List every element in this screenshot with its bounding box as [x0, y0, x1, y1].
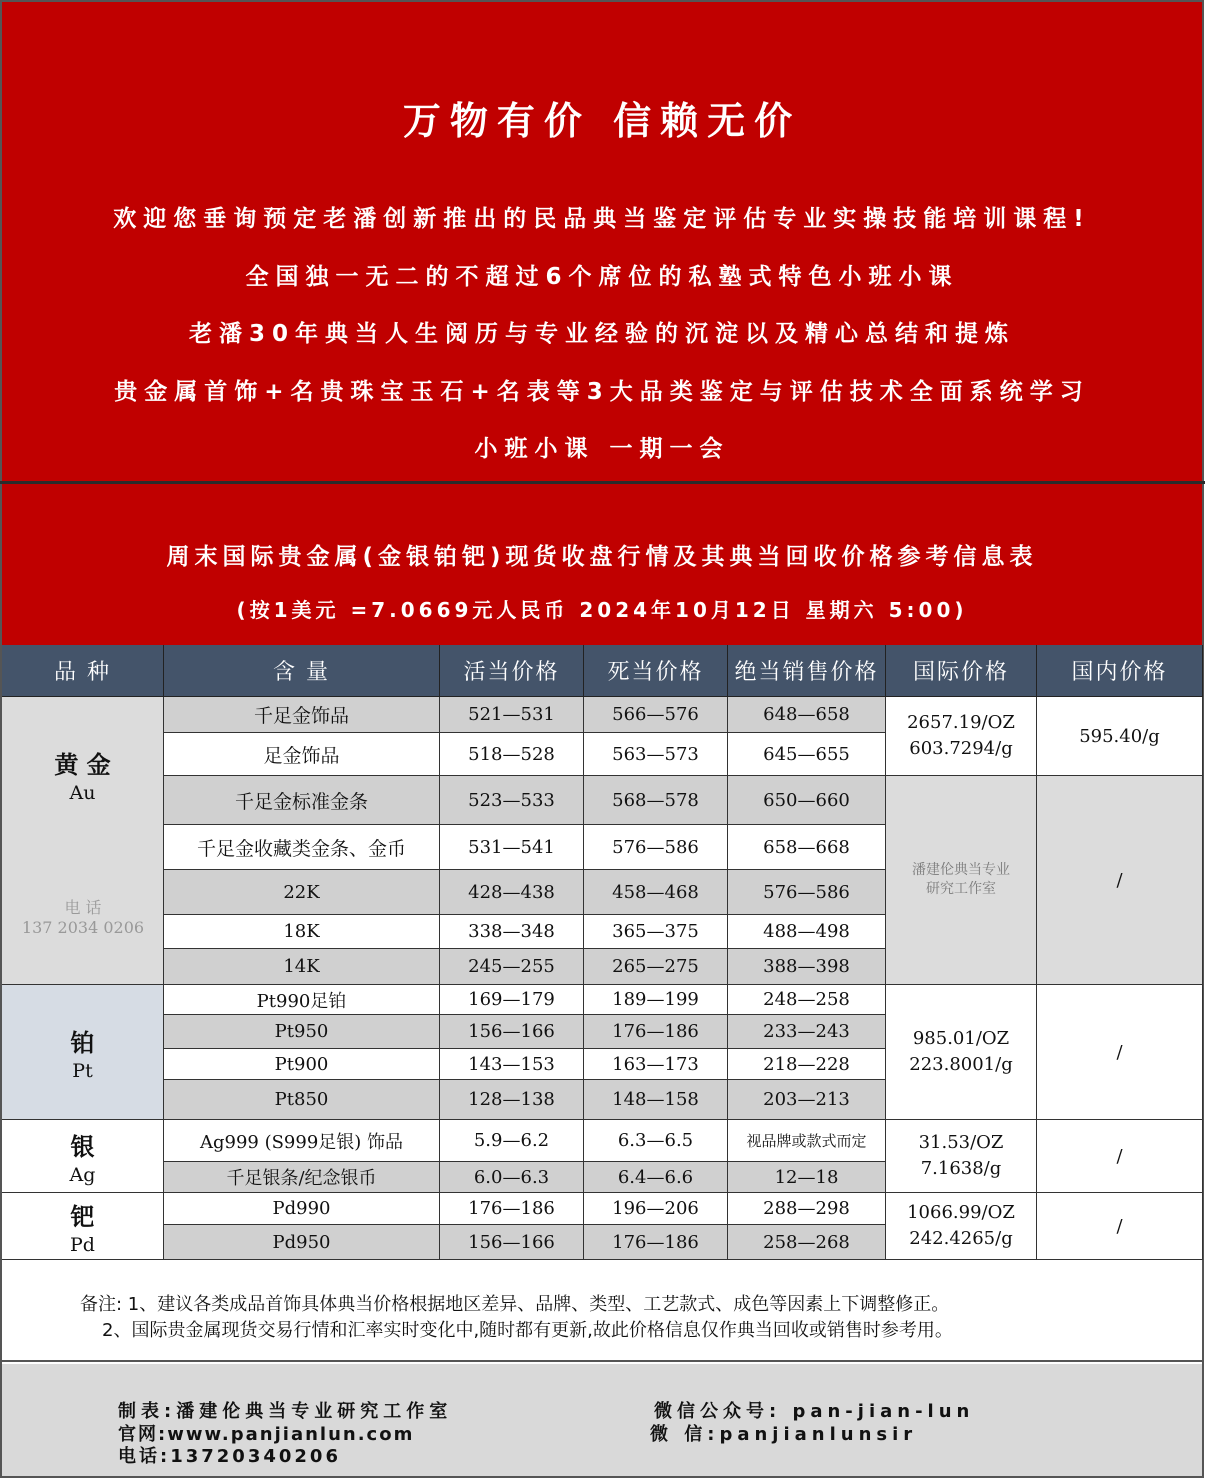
- note-line-2: 2、国际贵金属现货交易行情和汇率实时变化中,随时都有更新,故此价格信息仅作典当回收或销售时参考用。: [102, 1320, 953, 1341]
- gold-symbol: Au: [69, 782, 96, 804]
- palladium-label: [2, 1193, 164, 1260]
- phone-number: 137 2034 0206: [21, 918, 145, 937]
- promo-line-5: 小班小课 一期一会: [474, 436, 730, 462]
- gold-sale-3: 658—668: [728, 825, 886, 870]
- gold-sale-4: 576—586: [728, 870, 886, 915]
- silver-dead-0: 6.3—6.5: [584, 1120, 728, 1162]
- phone-watermark: [2, 895, 164, 937]
- platinum-symbol: Pt: [72, 1059, 93, 1082]
- promo-line-4: 贵金属首饰+名贵珠宝玉石+名表等3大品类鉴定与评估技术全面系统学习: [114, 379, 1090, 405]
- phone-label: 电 话: [64, 898, 102, 917]
- header-live-price: 活当价格: [440, 645, 584, 697]
- platinum-dead-0: 189—199: [584, 985, 728, 1015]
- gold-item-3: 千足金收藏类金条、金币: [164, 825, 440, 870]
- footer-wechat-public: 微信公众号: pan-jian-lun: [654, 1401, 975, 1422]
- gold-live-3: 531—541: [440, 825, 584, 870]
- gold-dead-4: 458—468: [584, 870, 728, 915]
- platinum-name: 铂: [70, 1028, 95, 1057]
- platinum-live-1: 156—166: [440, 1015, 584, 1049]
- footer-website: 官网:www.panjianlun.com: [118, 1424, 415, 1445]
- gold-sale-2: 650—660: [728, 776, 886, 825]
- gold-live-0: 521—531: [440, 697, 584, 733]
- gold-intl-oz: 2657.19/OZ: [907, 712, 1015, 733]
- promo-line-3: 老潘30年典当人生阅历与专业经验的沉淀以及精心总结和提炼: [188, 321, 1015, 347]
- gold-item-1: 足金饰品: [164, 733, 440, 776]
- platinum-intl-price: [886, 985, 1037, 1120]
- platinum-sale-3: 203—213: [728, 1080, 886, 1120]
- palladium-sale-0: 288—298: [728, 1193, 886, 1225]
- header-content: 含 量: [164, 645, 440, 697]
- silver-intl-price: [886, 1120, 1037, 1193]
- gold-sale-5: 488—498: [728, 915, 886, 949]
- gold-item-5: 18K: [164, 915, 440, 949]
- header-variety: 品 种: [2, 645, 164, 697]
- platinum-live-0: 169—179: [440, 985, 584, 1015]
- palladium-item-0: Pd990: [164, 1193, 440, 1225]
- promo-line-2: 全国独一无二的不超过6个席位的私塾式特色小班小课: [245, 264, 959, 290]
- platinum-item-2: Pt900: [164, 1049, 440, 1080]
- palladium-symbol: Pd: [70, 1233, 95, 1256]
- platinum-item-1: Pt950: [164, 1015, 440, 1049]
- footer-maker: 制表:潘建伦典当专业研究工作室: [118, 1401, 453, 1422]
- silver-item-0: Ag999 (S999足银) 饰品: [164, 1120, 440, 1162]
- platinum-dead-1: 176—186: [584, 1015, 728, 1049]
- gold-intl-price: [886, 697, 1037, 776]
- gold-item-0: 千足金饰品: [164, 697, 440, 733]
- gold-dead-2: 568—578: [584, 776, 728, 825]
- palladium-sale-1: 258—268: [728, 1225, 886, 1260]
- gold-sale-1: 645—655: [728, 733, 886, 776]
- notes-section: [2, 1260, 1202, 1362]
- gold-dead-1: 563—573: [584, 733, 728, 776]
- platinum-item-0: Pt990足铂: [164, 985, 440, 1015]
- silver-intl-oz: 31.53/OZ: [918, 1132, 1004, 1153]
- studio-watermark: [886, 776, 1037, 985]
- gold-intl-g: 603.7294/g: [909, 738, 1013, 759]
- gold-dead-5: 365—375: [584, 915, 728, 949]
- gold-sale-6: 388—398: [728, 949, 886, 985]
- platinum-dead-2: 163—173: [584, 1049, 728, 1080]
- gold-live-6: 245—255: [440, 949, 584, 985]
- silver-dead-1: 6.4—6.6: [584, 1162, 728, 1193]
- silver-domestic-price: /: [1037, 1120, 1203, 1193]
- platinum-live-2: 143—153: [440, 1049, 584, 1080]
- header-sale-price: 绝当销售价格: [728, 645, 886, 697]
- report-subtitle: (按1美元 =7.0669元人民币 2024年10月12日 星期六 5:00): [236, 598, 968, 622]
- palladium-dead-1: 176—186: [584, 1225, 728, 1260]
- silver-sale-0: 视品牌或款式而定: [728, 1120, 886, 1162]
- silver-live-0: 5.9—6.2: [440, 1120, 584, 1162]
- platinum-intl-g: 223.8001/g: [909, 1054, 1013, 1075]
- palladium-live-1: 156—166: [440, 1225, 584, 1260]
- palladium-domestic-price: /: [1037, 1193, 1203, 1260]
- silver-live-1: 6.0—6.3: [440, 1162, 584, 1193]
- slogan: 万物有价 信赖无价: [402, 99, 802, 143]
- platinum-intl-oz: 985.01/OZ: [912, 1028, 1010, 1049]
- silver-intl-g: 7.1638/g: [920, 1158, 1002, 1179]
- silver-item-1: 千足银条/纪念银币: [164, 1162, 440, 1193]
- platinum-live-3: 128—138: [440, 1080, 584, 1120]
- watermark-line-2: 研究工作室: [926, 881, 996, 897]
- note-line-1: 备注: 1、建议各类成品首饰具体典当价格根据地区差异、品牌、类型、工艺款式、成色等因素上下调整修正。: [80, 1294, 950, 1315]
- report-title: 周末国际贵金属(金银铂钯)现货收盘行情及其典当回收价格参考信息表: [166, 544, 1038, 570]
- footer: [2, 1364, 1202, 1476]
- gold-item-4: 22K: [164, 870, 440, 915]
- gold-label: [2, 697, 164, 985]
- platinum-sale-1: 233—243: [728, 1015, 886, 1049]
- promo-line-1: 欢迎您垂询预定老潘创新推出的民品典当鉴定评估专业实操技能培训课程!: [113, 206, 1091, 232]
- gold-name: 黄 金: [54, 751, 111, 779]
- gold-item-6: 14K: [164, 949, 440, 985]
- silver-name: 银: [70, 1132, 95, 1161]
- gold-live-5: 338—348: [440, 915, 584, 949]
- gold-dead-0: 566—576: [584, 697, 728, 733]
- palladium-intl-price: [886, 1193, 1037, 1260]
- palladium-intl-g: 242.4265/g: [909, 1228, 1013, 1249]
- gold-domestic-price: 595.40/g: [1037, 697, 1203, 776]
- watermark-line-1: 潘建伦典当专业: [912, 862, 1010, 878]
- gold-live-4: 428—438: [440, 870, 584, 915]
- gold-domestic-other: /: [1037, 776, 1203, 985]
- palladium-live-0: 176—186: [440, 1193, 584, 1225]
- gold-live-2: 523—533: [440, 776, 584, 825]
- platinum-item-3: Pt850: [164, 1080, 440, 1120]
- silver-label: [2, 1120, 164, 1193]
- gold-dead-6: 265—275: [584, 949, 728, 985]
- header-dead-price: 死当价格: [584, 645, 728, 697]
- palladium-intl-oz: 1066.99/OZ: [907, 1202, 1015, 1223]
- palladium-dead-0: 196—206: [584, 1193, 728, 1225]
- platinum-sale-0: 248—258: [728, 985, 886, 1015]
- gold-live-1: 518—528: [440, 733, 584, 776]
- gold-item-2: 千足金标准金条: [164, 776, 440, 825]
- gold-sale-0: 648—658: [728, 697, 886, 733]
- platinum-label: [2, 985, 164, 1120]
- silver-symbol: Ag: [69, 1163, 96, 1186]
- promo-banner: [2, 2, 1202, 482]
- footer-wechat: 微 信:panjianlunsir: [650, 1424, 918, 1445]
- footer-phone: 电话:13720340206: [118, 1446, 341, 1467]
- platinum-domestic-price: /: [1037, 985, 1203, 1120]
- silver-sale-1: 12—18: [728, 1162, 886, 1193]
- platinum-sale-2: 218—228: [728, 1049, 886, 1080]
- palladium-name: 钯: [70, 1202, 95, 1231]
- report-title-banner: [2, 484, 1202, 645]
- palladium-item-1: Pd950: [164, 1225, 440, 1260]
- platinum-dead-3: 148—158: [584, 1080, 728, 1120]
- header-intl-price: 国际价格: [886, 645, 1037, 697]
- header-domestic-price: 国内价格: [1037, 645, 1203, 697]
- gold-dead-3: 576—586: [584, 825, 728, 870]
